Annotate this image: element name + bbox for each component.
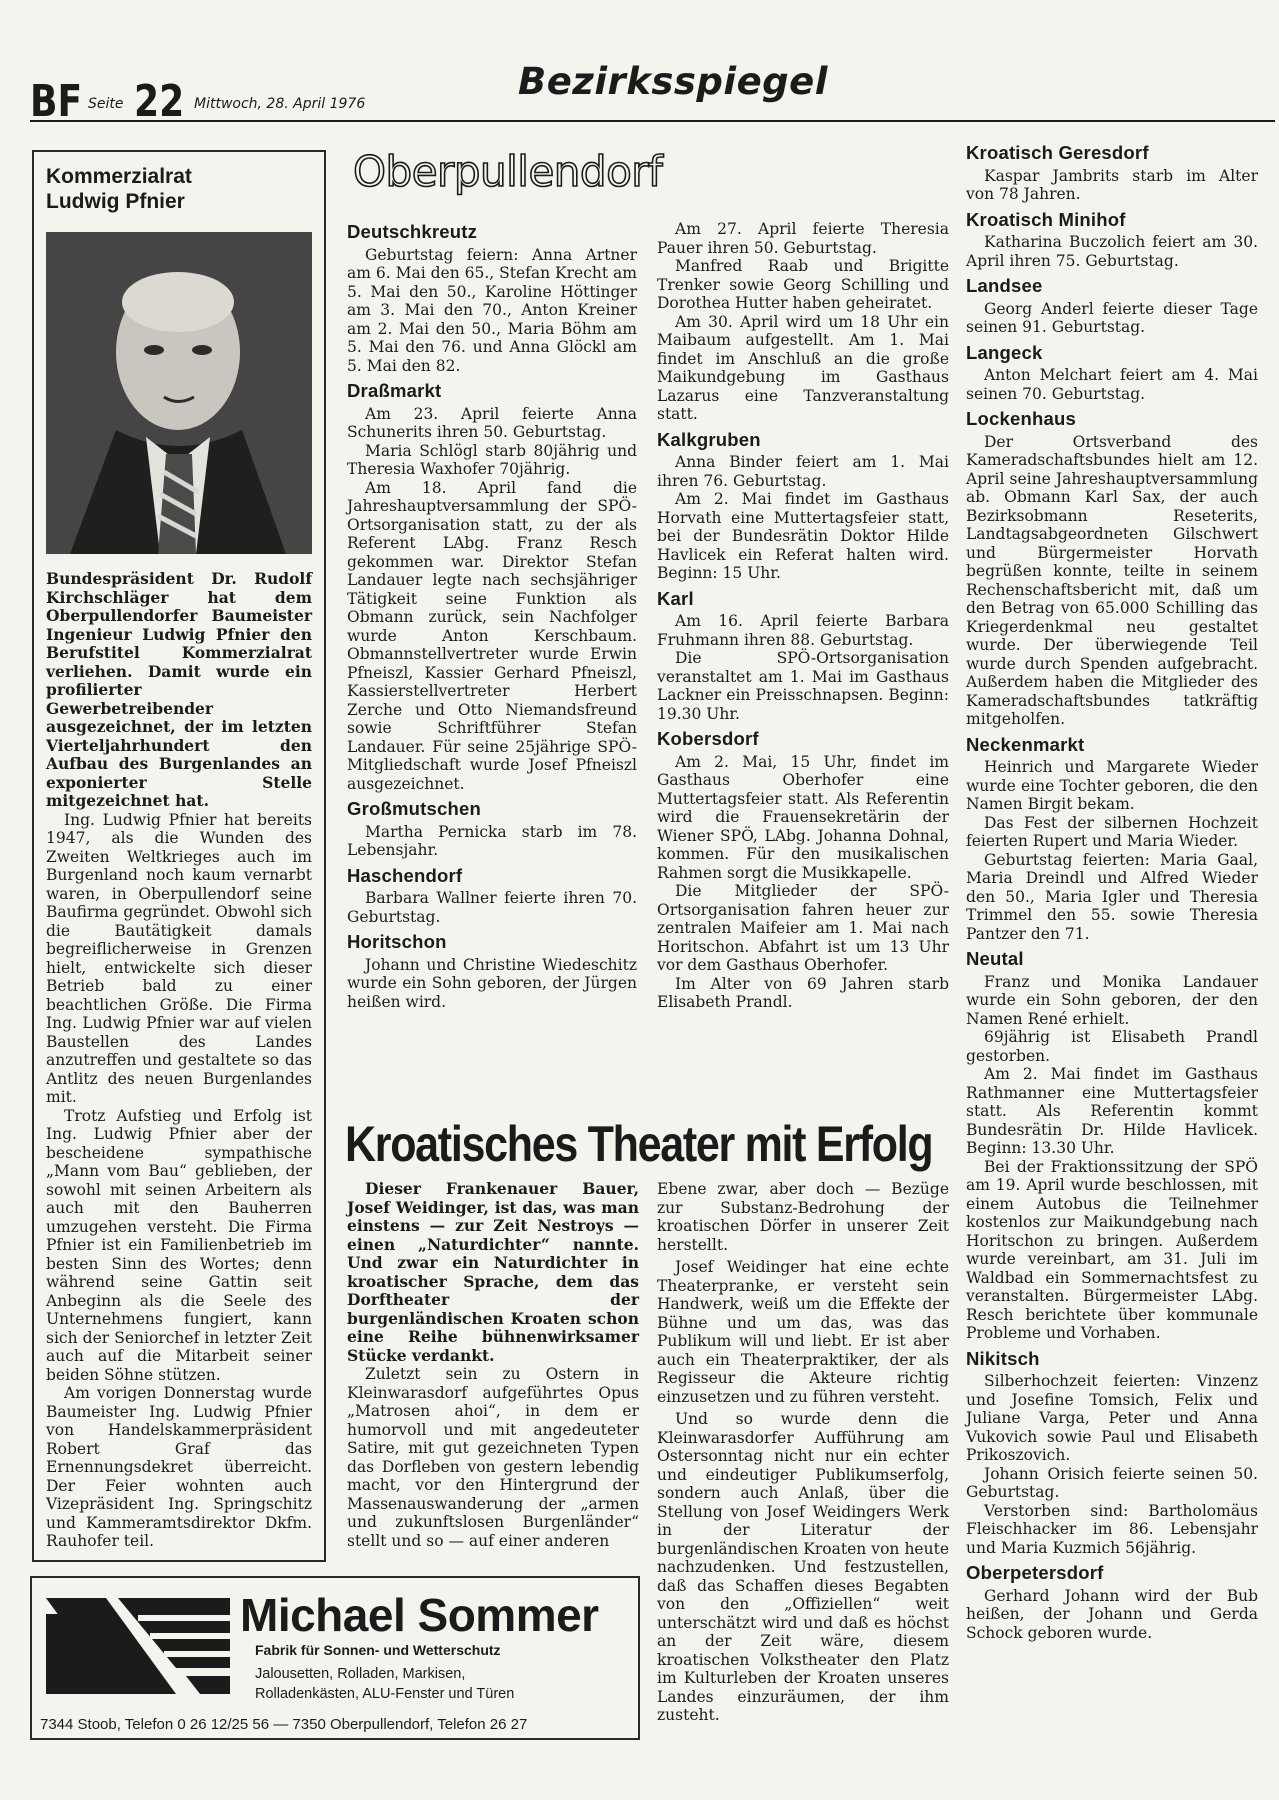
- town-heading: Draßmarkt: [347, 380, 442, 401]
- pfnier-lead: Bundespräsident Dr. Rudolf Kirchschläger hat dem Oberpullendorfer Baumeister Ingenieur Ludwig Pfnier den Berufstitel Kommerzialrat verliehen. Damit wurde ein profilierter Gewerbetreibender ausgezeichnet, der im letzten Vierteljahrhundert den Aufbau des Burgenlandes an exponierter Stelle mitgezeichnet hat.: [46, 569, 312, 810]
- page-label: Seite: [88, 96, 124, 112]
- news-paragraph: Am 30. April wird um 18 Uhr ein Maibaum aufgestellt. Am 1. Mai findet im Anschluß an die große Maikundgebung im Gasthaus Lazarus eine Tanzveranstaltung statt.: [657, 312, 949, 423]
- title-line-1: Kommerzialrat: [46, 165, 192, 188]
- news-paragraph: Die Mitglieder der SPÖ-Ortsorganisation fahren heuer zur zentralen Maifeier am 1. Mai nach Horitschon. Abfahrt ist um 13 Uhr vor dem Gasthaus Oberhofer.: [657, 882, 949, 974]
- pfnier-paragraph: Trotz Aufstieg und Erfolg ist Ing. Ludwig Pfnier aber der bescheidene sympathische „Mann vom Bau“ geblieben, der sowohl mit seinen Arbeitern als auch mit den Bauherren umzugehen versteht. Die Firma Pfnier ist ein Familienbetrieb im besten Sinn des Wortes; denn während seine Gattin seit Anbeginn als die Seele des Unternehmens fungiert, kann sich der Seniorchef in letzter Zeit auch auf die Mitarbeit seiner beiden Söhne stützen.: [46, 1106, 312, 1384]
- news-paragraph: Heinrich und Margarete Wieder wurde eine Tochter geboren, die den Namen Birgit bekam.: [966, 758, 1258, 813]
- theater-column-1: [347, 1180, 639, 1550]
- town-heading: Neckenmarkt: [966, 733, 1085, 755]
- news-paragraph: Johann Orisich feierte seinen 50. Geburtstag.: [966, 1464, 1258, 1501]
- news-paragraph: Georg Anderl feierte dieser Tage seinen 91. Geburtstag.: [966, 299, 1258, 336]
- news-paragraph: Verstorben sind: Bartholomäus Fleischhacker im 86. Lebensjahr und Maria Kuzmich 56jährig.: [966, 1501, 1258, 1557]
- pfnier-article-box: [32, 150, 326, 1562]
- news-paragraph: Am 16. April feierte Barbara Fruhmann ihren 88. Geburtstag.: [657, 612, 949, 649]
- town-heading: Karl: [657, 587, 694, 609]
- title-line-2: Ludwig Pfnier: [46, 190, 185, 213]
- region-title: Oberpullendorf: [353, 147, 663, 196]
- news-paragraph: Geburtstag feierten: Maria Gaal, Maria Dreindl und Alfred Wieder den 50., Maria Igler und Theresia Trimmel den 55. sowie Theresia Pantzer den 71.: [966, 850, 1258, 943]
- theater-paragraph: Und so wurde denn die Kleinwarasdorfer Aufführung am Ostersonntag nicht nur ein echter und eindeutiger Publikumserfolg, sondern auch Anlaß, über die Stellung von Josef Weidingers Werk in der Literatur der burgenländischen Kroaten von heute nachzudenken. Und festzustellen, daß das Schaffen dieses Begabten von den „Offiziellen“ weit unterschätzt wird und daß es höchst an der Zeit wäre, diesem kroatischen Volkstheater den Platz im Kulturleben der Kroaten unseres Landes einzuräumen, der ihm zusteht.: [657, 1410, 949, 1724]
- town-heading: Langeck: [966, 341, 1043, 363]
- news-paragraph: Johann und Christine Wiedeschitz wurde ein Sohn geboren, der Jürgen heißen wird.: [347, 955, 637, 1011]
- town-heading: Neutal: [966, 948, 1024, 969]
- news-paragraph: Im Alter von 69 Jahren starb Elisabeth Prandl.: [657, 974, 949, 1011]
- news-paragraph: 69jährig ist Elisabeth Prandl gestorben.: [966, 1028, 1258, 1065]
- theater-paragraph: Ebene zwar, aber doch — Bezüge zur Substanz-Bedrohung der kroatischen Dörfer in unserer Zeit herstellt.: [657, 1180, 949, 1254]
- advertiser-subtitle: Fabrik für Sonnen- und Wetterschutz: [255, 1642, 501, 1658]
- news-paragraph: Am 18. April fand die Jahreshauptversammlung der SPÖ-Ortsorganisation statt, zu der als Referent LAbg. Franz Resch gekommen war. Direktor Stefan Landauer legte nach sechsjähriger Tätigkeit seine Funktion als Obmann zurück, sein Nachfolger wurde Anton Kerschbaum. Obmannstellvertreter wurde Erwin Pfneiszl, Kassier Gerhard Pfneiszl, Kassierstellvertreter Herbert Zerche und Otto Niemandsfreund sowie Schriftführer Stefan Landauer. Für seine 25jährige SPÖ-Mitgliedschaft wurde Josef Pfneiszl ausgezeichnet.: [347, 478, 637, 793]
- theater-column-2: [657, 1180, 949, 1725]
- news-paragraph: Am 23. April feierte Anna Schunerits ihren 50. Geburtstag.: [347, 404, 637, 441]
- news-paragraph: Franz und Monika Landauer wurde ein Sohn geboren, der den Namen René erhielt.: [966, 972, 1258, 1028]
- town-heading: Kalkgruben: [657, 428, 761, 450]
- news-paragraph: Kaspar Jambrits starb im Alter von 78 Jahren.: [966, 166, 1258, 203]
- news-paragraph: Am 2. Mai, 15 Uhr, findet im Gasthaus Oberhofer eine Muttertagsfeier statt. Als Referentin wird die Frauensekretärin der Wiener SPÖ, LAbg. Johanna Dohnal, kommen. Für den musikalischen Rahmen sorgt die Musikkapelle.: [657, 752, 949, 882]
- town-heading: Großmutschen: [347, 798, 481, 819]
- news-paragraph: Die SPÖ-Ortsorganisation veranstaltet am 1. Mai im Gasthaus Lackner ein Preisschnapsen. Beginn: 19.30 Uhr.: [657, 649, 949, 723]
- header-rule: [30, 120, 1275, 122]
- news-column-1: [347, 216, 637, 1011]
- portrait-photo: [46, 232, 312, 554]
- advertiser-contact: 7344 Stoob, Telefon 0 26 12/25 56 — 7350 Oberpullendorf, Telefon 26 27: [40, 1716, 528, 1733]
- town-heading: Landsee: [966, 275, 1043, 296]
- pfnier-paragraph: Ing. Ludwig Pfnier hat bereits 1947, als die Wunden des Zweiten Weltkrieges auch im Burgenland noch kaum vernarbt waren, in Oberpullendorf seine Baufirma gegründet. Obwohl sich die Bautätigkeit damals begreiflicherweise in Grenzen hielt, entwickelte sich dieser Betrieb bald zu einer beachtlichen Größe. Die Firma Ing. Ludwig Pfnier war auf vielen Baustellen des Landes anzutreffen und gestaltete so das Antlitz des neuen Burgenlandes mit.: [46, 810, 312, 1106]
- town-heading: Kroatisch Minihof: [966, 208, 1126, 230]
- news-paragraph: Maria Schlögl starb 80jährig und Theresia Waxhofer 70jährig.: [347, 441, 637, 478]
- theater-headline: Kroatisches Theater mit Erfolg: [345, 1116, 933, 1172]
- news-paragraph: Gerhard Johann wird der Bub heißen, der Johann und Gerda Schock geboren wurde.: [966, 1586, 1258, 1642]
- news-paragraph: Silberhochzeit feierten: Vinzenz und Josefine Tomsich, Felix und Juliane Varga, Peter und Anna Vukovich sowie Paul und Elisabeth Prikoszovich.: [966, 1372, 1258, 1464]
- advertiser-products: Jalousetten, Rolladen, Markisen, Rolladenkästen, ALU-Fenster und Türen: [255, 1666, 515, 1702]
- town-heading: Lockenhaus: [966, 408, 1076, 429]
- sommer-logo-icon: [46, 1598, 230, 1694]
- theater-paragraph: Zuletzt sein zu Ostern in Kleinwarasdorf aufgeführtes Opus „Matrosen ahoi“, in dem er humorvoll und mit angedeuteter Satire, mit gut gezeichneten Typen das Dorfleben von gestern lebendig macht, vor den Hintergrund der Massenauswanderung der „armen und zukunftslosen Burgenländer“ stellt und so — auf einer anderen: [347, 1365, 639, 1550]
- town-heading: Kobersdorf: [657, 728, 759, 749]
- town-heading: Horitschon: [347, 931, 447, 952]
- section-title: Bezirksspiegel: [518, 60, 828, 103]
- pfnier-article-title: [46, 164, 312, 214]
- pfnier-paragraph: Am vorigen Donnerstag wurde Baumeister Ing. Ludwig Pfnier von Handelskammerpräsident Robert Graf das Ernennungsdekret überreicht. Der Feier wohnten auch Vizepräsident Ing. Springschitz und Kammeramtsdirektor Dkfm. Rauhofer teil.: [46, 1384, 312, 1550]
- news-paragraph: Bei der Fraktionssitzung der SPÖ am 19. April wurde beschlossen, mit einem Autobus die Teilnehmer kostenlos zur Maikundgebung nach Horitschon zu bringen. Außerdem wurde vereinbart, am 31. Juli im Waldbad ein Sommernachtsfest zu veranstalten. Bürgermeister LAbg. Resch berichtete über kommunale Probleme und Vorhaben.: [966, 1157, 1258, 1342]
- theater-lead: Dieser Frankenauer Bauer, Josef Weidinger, ist das, was man einstens — zur Zeit Nestroys — einen „Naturdichter“ nannte. Und zwar ein Naturdichter in kroatischer Sprache, dem das Dorftheater der burgenländischen Kroaten schon eine Reihe bühnenwirksamer Stücke verdankt.: [347, 1179, 639, 1365]
- news-paragraph: Katharina Buczolich feiert am 30. April ihren 75. Geburtstag.: [966, 233, 1258, 270]
- news-paragraph: Das Fest der silbernen Hochzeit feierten Rupert und Maria Wieder.: [966, 813, 1258, 850]
- issue-date: Mittwoch, 28. April 1976: [194, 96, 366, 112]
- portrait-illustration: [46, 232, 312, 554]
- news-paragraph: Geburtstag feiern: Anna Artner am 6. Mai den 65., Stefan Krecht am 5. Mai den 50., Karoline Höttinger am 3. Mai den 70., Anton Kreiner am 2. Mai den 50., Maria Böhm am 5. Mai den 76. und Anna Glöckl am 5. Mai den 82.: [347, 245, 637, 375]
- theater-paragraph: Josef Weidinger hat eine echte Theaterpranke, er versteht sein Handwerk, weiß um die Effekte der Bühne und um das, was das Publikum will und liebt. Er ist aber auch ein Theaterpraktiker, der als Regisseur die Akteure richtig einzusetzen und zu führen versteht.: [657, 1258, 949, 1406]
- town-heading: Deutschkreutz: [347, 221, 478, 242]
- news-paragraph: Barbara Wallner feierte ihren 70. Geburtstag.: [347, 889, 637, 926]
- news-paragraph: Am 27. April feierte Theresia Pauer ihren 50. Geburtstag.: [657, 220, 949, 257]
- town-heading: Nikitsch: [966, 1347, 1040, 1369]
- news-paragraph: Am 2. Mai findet im Gasthaus Rathmanner eine Muttertagsfeier statt. Als Referentin kommt Bundesrätin Dr. Hilde Havlicek. Beginn: 13.30 Uhr.: [966, 1065, 1258, 1157]
- town-heading: Kroatisch Geresdorf: [966, 142, 1149, 163]
- news-column-2: [657, 220, 949, 1012]
- news-paragraph: Anna Binder feiert am 1. Mai ihren 76. Geburtstag.: [657, 453, 949, 490]
- news-paragraph: Manfred Raab und Brigitte Trenker sowie Georg Schilling und Dorothea Hutter haben geheiratet.: [657, 257, 949, 312]
- news-paragraph: Martha Pernicka starb im 78. Lebensjahr.: [347, 822, 637, 859]
- news-paragraph: Am 2. Mai findet im Gasthaus Horvath eine Muttertagsfeier statt, bei der Bundesrätin Doktor Hilde Havlicek ein Referat halten wird. Beginn: 15 Uhr.: [657, 490, 949, 582]
- advertiser-name: Michael Sommer: [240, 1589, 599, 1641]
- news-paragraph: Der Ortsverband des Kameradschaftsbundes hielt am 12. April seine Jahreshauptversammlung ab. Obmann Karl Sax, der auch Bezirksobmann Reseterits, Landtagsabgeordneten Gilschwert und Bürgermeister Horvath begrüßen konnte, teilte in seinem Rechenschaftsbericht mit, daß um den Betrag von 65.000 Schilling das Kriegerdenkmal neu gestaltet wurde. Der überwiegende Teil wurde durch Spenden aufgebracht. Außerdem haben die Mitglieder des Kameradschaftsbundes tatkräftig mitgeholfen.: [966, 432, 1258, 728]
- town-heading: Haschendorf: [347, 864, 463, 886]
- news-paragraph: Anton Melchart feiert am 4. Mai seinen 70. Geburtstag.: [966, 366, 1258, 403]
- news-column-3: [966, 142, 1258, 1642]
- paper-abbreviation: BF: [30, 76, 83, 127]
- town-heading: Oberpetersdorf: [966, 1562, 1104, 1583]
- page-number: 22: [134, 76, 185, 127]
